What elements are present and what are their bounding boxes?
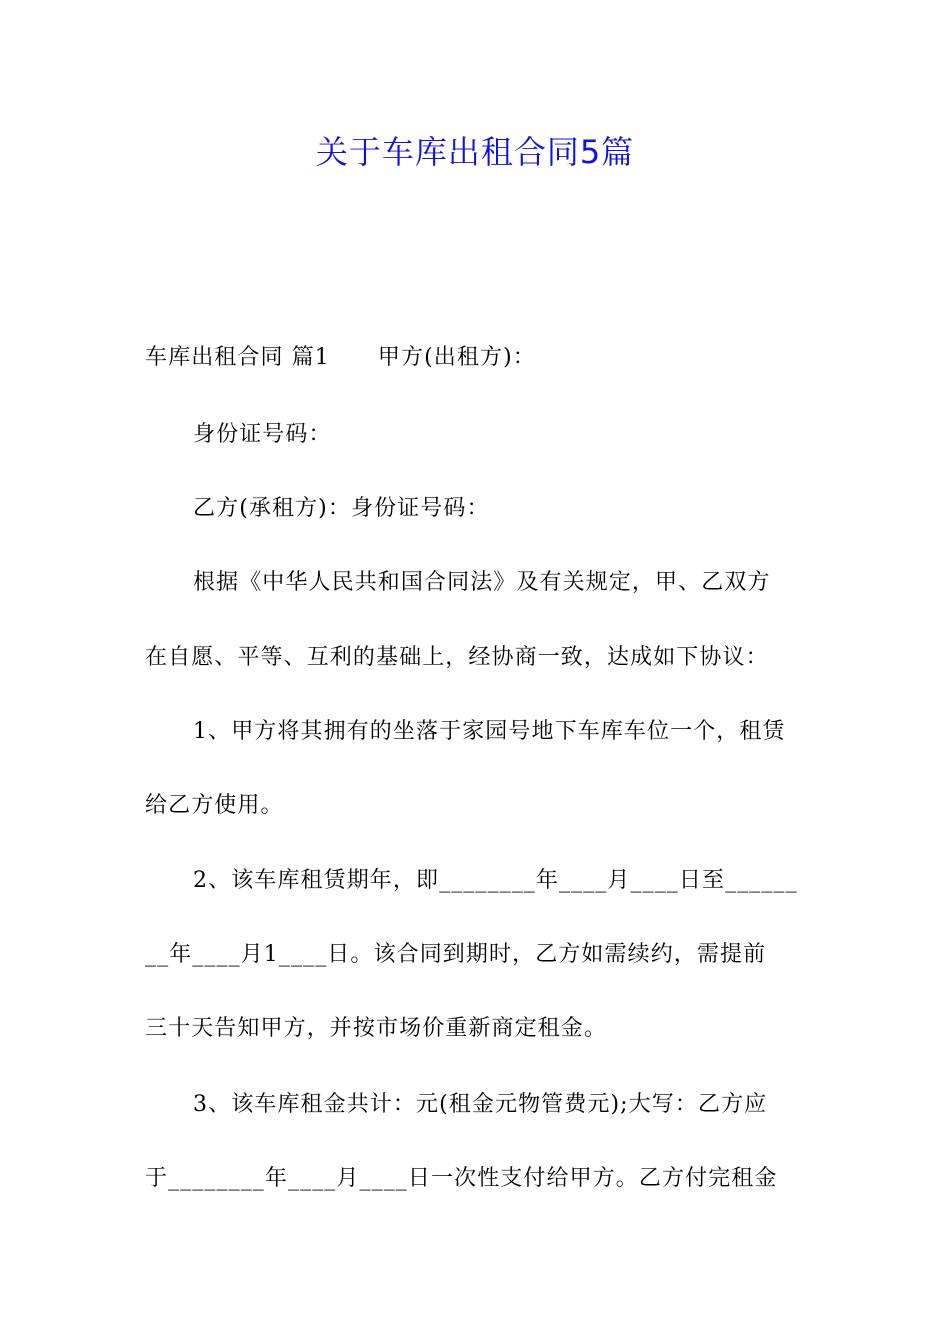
text-line: 乙方(承租方)：身份证号码： — [193, 496, 490, 521]
text-line: 身份证号码： — [193, 422, 332, 447]
text-line: 给乙方使用。 — [145, 793, 284, 818]
paragraph-heading — [145, 343, 807, 373]
text-line: 2、该车库租赁期年，即________年____月____日至______ — [193, 868, 798, 893]
text-line: __年____月1____日。该合同到期时，乙方如需续约，需提前 — [145, 942, 767, 967]
text-line: 根据《中华人民共和国合同法》及有关规定，甲、乙双方 — [193, 570, 771, 595]
section-label: 车库出租合同 篇1 — [145, 345, 330, 370]
text-line: 三十天告知甲方，并按市场价重新商定租金。 — [145, 1016, 608, 1041]
party-a-label: 甲方(出租方)： — [377, 345, 536, 370]
text-line: 于________年____月____日一次性支付给甲方。乙方付完租金 — [145, 1166, 778, 1191]
document-title: 关于车库出租合同5篇 — [315, 133, 635, 171]
text-line: 1、甲方将其拥有的坐落于家园号地下车库车位一个，租赁 — [193, 719, 786, 744]
text-line: 3、该车库租金共计：元(租金元物管费元);大写：乙方应 — [193, 1092, 768, 1117]
text-line: 在自愿、平等、互利的基础上，经协商一致，达成如下协议： — [145, 645, 769, 670]
